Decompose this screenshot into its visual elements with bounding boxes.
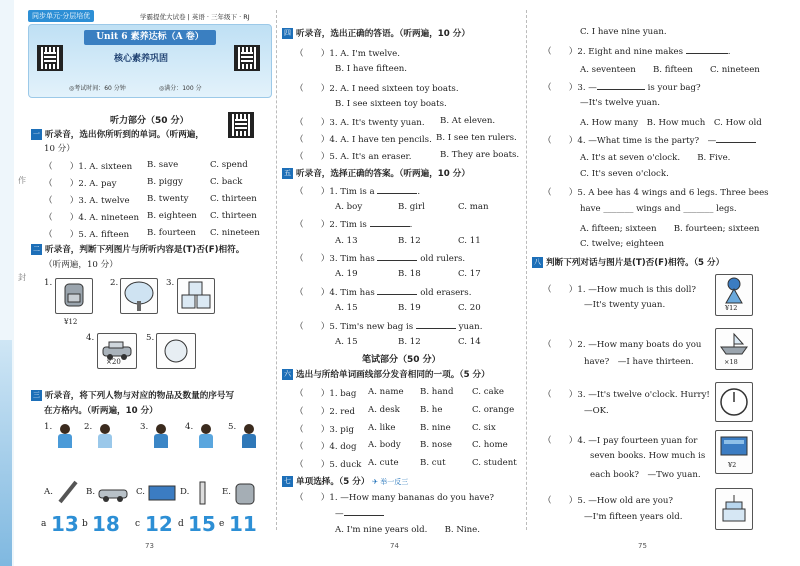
option-a: A. 19 — [335, 269, 358, 279]
page-edge — [0, 0, 14, 566]
reply-line: —OK. — [584, 406, 609, 416]
question-row: （ ）1. A. I'm twelve. — [295, 49, 400, 59]
listening-heading: 听力部分（50 分） — [110, 116, 189, 126]
money-icon — [157, 334, 195, 368]
tree-icon — [121, 279, 157, 313]
answer-blank[interactable] — [416, 320, 456, 329]
backpack-picture — [55, 278, 93, 314]
options-row: A. How many B. How much C. How old — [580, 118, 762, 128]
price-label: ¥12 — [64, 318, 78, 326]
option-a: A. desk — [368, 405, 400, 415]
handwritten-answer: 15 — [188, 512, 216, 536]
money-picture — [156, 333, 196, 369]
options-row: C. It's seven o'clock. — [580, 169, 669, 179]
qr-code-icon[interactable] — [234, 45, 260, 71]
option-c: C. six — [472, 423, 496, 433]
question-row: （ ）3. pig — [295, 425, 355, 435]
question-row: （ ）3. —It's twelve o'clock. Hurry! — [543, 390, 710, 400]
picture-label: 2. — [110, 278, 119, 288]
reply-line: have? —I have thirteen. — [584, 357, 694, 367]
section-4-heading: 四 听录音，选出正确的答语。（听两遍，10 分） — [284, 29, 470, 39]
option-b: B. They are boats. — [440, 150, 520, 160]
option-a: A. body — [368, 440, 401, 450]
answer-letter: a — [41, 519, 47, 529]
ruler-icon — [192, 480, 214, 506]
clock-picture — [715, 382, 753, 422]
option-c: C. 14 — [458, 337, 481, 347]
option-c: C. back — [210, 177, 243, 187]
option-a: A. boy — [335, 202, 363, 212]
answer-letter: b — [82, 519, 88, 529]
question-row-cont: have _______ wings and _______ legs. — [580, 204, 737, 214]
section-3-heading-cont: 在方格内。（听两遍，10 分） — [44, 406, 158, 416]
girl-figure — [95, 424, 115, 450]
book-icon — [716, 431, 752, 461]
option-b: B. 12 — [398, 236, 421, 246]
boxes-icon — [178, 279, 214, 313]
question-row: （ ）2. red — [295, 407, 356, 417]
answer-blank[interactable] — [377, 252, 417, 261]
section-1-heading-cont: 10 分） — [44, 144, 75, 154]
boy-figure — [55, 424, 75, 450]
option-b: B. fourteen — [147, 228, 196, 238]
question-row: （ ）2. Tim is . — [295, 220, 413, 230]
question-row: （ ）4. —I pay fourteen yuan for — [543, 436, 698, 446]
option-c: C. thirteen — [210, 211, 257, 221]
options-row: A. I'm nine years old. B. Nine. — [335, 525, 480, 535]
picture-label: 4. — [86, 333, 95, 343]
option-a: A. like — [368, 423, 396, 433]
column-divider-1 — [276, 10, 277, 530]
option-a: A. cute — [368, 458, 399, 468]
column-divider-2 — [526, 10, 527, 530]
reply-line: —It's twelve yuan. — [580, 98, 661, 108]
tree-picture — [120, 278, 158, 314]
picture-label: 1. — [44, 278, 53, 288]
option-b: B. hand — [420, 387, 454, 397]
handwritten-answer: 12 — [145, 512, 173, 536]
section-number: 四 — [284, 29, 291, 37]
pencil-icon — [56, 478, 80, 506]
question-row: （ ）5. A. fifteen — [44, 230, 130, 240]
option-c: C. spend — [210, 160, 248, 170]
edge-stripe — [0, 340, 12, 566]
question-row: （ ）1. Tim is a . — [295, 187, 421, 197]
section-6-heading: 六 选出与所给单词画线部分发音相同的一项。（5 分） — [284, 370, 490, 380]
boy-figure — [151, 424, 171, 450]
kid-label: 5. — [228, 422, 237, 432]
section-5-heading: 五 听录音，选择正确的答案。（听两遍，10 分） — [284, 169, 470, 179]
item-label: B. — [86, 487, 96, 497]
option-c: C. orange — [472, 405, 515, 415]
option-b: B. 12 — [398, 337, 421, 347]
question-row: （ ）3. A. It's twenty yuan. — [295, 118, 425, 128]
section-number: 二 — [33, 245, 40, 253]
option-a: A. 15 — [335, 337, 358, 347]
option-b: B. I see sixteen toy boats. — [335, 99, 447, 109]
answer-blank[interactable] — [377, 185, 417, 194]
option-b: B. nose — [420, 440, 452, 450]
option-c: C. man — [458, 202, 489, 212]
exam-score: ◎满分：100 分 — [159, 85, 202, 92]
item-label: D. — [180, 487, 190, 497]
question-row: （ ）4. Tim has old erasers. — [295, 288, 472, 298]
answer-blank[interactable] — [716, 134, 756, 143]
option-b: B. girl — [398, 202, 425, 212]
question-row-cont: seven books. How much is — [590, 451, 706, 461]
reply-line: —It's twenty yuan. — [584, 300, 666, 310]
backpack-icon — [56, 279, 92, 313]
options-row: C. twelve; eighteen — [580, 239, 664, 249]
count-label: ×18 — [724, 358, 738, 366]
picture-label: 3. — [166, 278, 175, 288]
option-c: C. I have nine yuan. — [580, 27, 667, 37]
option-c: C. 17 — [458, 269, 481, 279]
option-c: C. student — [472, 458, 517, 468]
margin-label-feng: 封 — [18, 273, 26, 282]
option-c: C. 20 — [458, 303, 481, 313]
option-b: B. 18 — [398, 269, 421, 279]
question-row: （ ）4. A. I have ten pencils. — [295, 135, 432, 145]
reply-line: each book? —Two yuan. — [590, 470, 701, 480]
option-b: B. piggy — [147, 177, 183, 187]
question-row: （ ）2. —How many boats do you — [543, 340, 702, 350]
section-number: 八 — [534, 258, 541, 266]
page-number: 75 — [638, 542, 647, 550]
answer-letter: e — [219, 519, 225, 529]
question-row: （ ）5. A. It's an eraser. — [295, 152, 412, 162]
picture-label: 5. — [146, 333, 155, 343]
toy-car-icon — [96, 482, 130, 504]
answer-letter: d — [178, 519, 184, 529]
series-label: 学霸提优大试卷 | 英语 · 三年级下 · RJ — [140, 13, 250, 21]
book-icon — [146, 482, 178, 504]
question-row: （ ）3. A. twelve — [44, 196, 130, 206]
option-a: A. 15 — [335, 303, 358, 313]
section-number: 五 — [284, 169, 291, 177]
question-row: （ ）2. Eight and nine makes . — [543, 47, 731, 57]
option-c: C. 11 — [458, 236, 481, 246]
question-row: （ ）1. —How much is this doll? — [543, 285, 696, 295]
boy-figure — [196, 424, 216, 450]
question-row: （ ）4. —What time is the party? — — [543, 134, 756, 146]
school-bag-icon — [232, 478, 258, 506]
answer-letter: c — [135, 519, 141, 529]
option-c: C. home — [472, 440, 508, 450]
section-number: 六 — [284, 370, 291, 378]
header-card — [28, 24, 272, 98]
options-row: A. It's at seven o'clock. B. Five. — [580, 153, 731, 163]
page-number: 74 — [390, 542, 399, 550]
option-b: B. he — [420, 405, 443, 415]
handwritten-answer: 13 — [51, 512, 79, 536]
question-row: （ ）5. Tim's new bag is yuan. — [295, 322, 483, 332]
reply-line: —I'm fifteen years old. — [584, 512, 683, 522]
item-label: C. — [136, 487, 146, 497]
option-b: B. cut — [420, 458, 446, 468]
item-label: A. — [44, 487, 53, 497]
option-b: B. I see ten rulers. — [436, 133, 517, 143]
boat-picture — [715, 328, 753, 370]
question-row: （ ）4. A. nineteen — [44, 213, 140, 223]
doll-picture — [715, 274, 753, 316]
answer-blank[interactable] — [370, 218, 410, 227]
item-label: E. — [222, 487, 232, 497]
option-a: A. 13 — [335, 236, 358, 246]
option-b: B. I have fifteen. — [335, 64, 408, 74]
kid-label: 1. — [44, 422, 53, 432]
section-2-heading-cont: （听两遍，10 分） — [44, 260, 118, 270]
question-row: （ ）2. A. pay — [44, 179, 117, 189]
header-tag: 同步单元·分层培优 — [28, 10, 94, 22]
option-b: B. 19 — [398, 303, 421, 313]
question-row: （ ）1. bag — [295, 389, 357, 399]
price-label: ¥2 — [728, 461, 737, 469]
option-c: C. nineteen — [210, 228, 260, 238]
answer-blank[interactable] — [597, 81, 645, 90]
answer-dash: — — [335, 507, 384, 519]
count-label: ×20 — [106, 358, 121, 366]
question-row: （ ）1. —How many bananas do you have? — [295, 493, 495, 503]
clock-icon — [716, 383, 752, 421]
question-row: （ ）5. —How old are you? — [543, 496, 674, 506]
handwritten-answer: 18 — [92, 512, 120, 536]
answer-blank[interactable] — [686, 45, 728, 54]
question-row: （ ）3. — is your bag? — [543, 83, 701, 93]
answer-blank[interactable] — [377, 286, 417, 295]
book-picture — [715, 430, 753, 474]
section-3-heading: 三 听录音，将下列人物与对应的物品及数量的序号写 — [33, 391, 235, 401]
kid-label: 2. — [84, 422, 93, 432]
question-row: （ ）3. Tim has old rulers. — [295, 254, 466, 264]
question-row: （ ）2. A. I need sixteen toy boats. — [295, 84, 459, 94]
option-b: B. nine — [420, 423, 451, 433]
kid-label: 3. — [140, 422, 149, 432]
question-row: （ ）5. duck — [295, 460, 362, 470]
section-1-heading: 一 听录音，选出你所听到的单词。（听两遍， — [33, 130, 204, 140]
option-c: C. cake — [472, 387, 504, 397]
options-row: A. fifteen; sixteen B. fourteen; sixteen — [580, 224, 760, 234]
option-b: B. At eleven. — [440, 116, 496, 126]
section-number: 三 — [33, 391, 40, 399]
doll-icon — [716, 275, 752, 305]
cake-picture — [715, 488, 753, 530]
cake-icon — [716, 489, 752, 529]
qr-code-icon[interactable] — [37, 45, 63, 71]
section-8-heading: 八 判断下列对话与图片是(T)否(F)相符。（5 分） — [534, 258, 725, 268]
option-b: B. eighteen — [147, 211, 197, 221]
section-number: 一 — [33, 130, 40, 138]
question-row: （ ）5. A bee has 4 wings and 6 legs. Three bees — [543, 188, 769, 198]
qr-code-icon[interactable] — [228, 112, 254, 138]
unit-title: Unit 6 素养达标（A 卷） — [84, 30, 216, 45]
handwritten-answer: 11 — [229, 512, 257, 536]
option-c: C. thirteen — [210, 194, 257, 204]
section-number: 七 — [284, 477, 291, 485]
answer-blank[interactable] — [344, 507, 384, 516]
price-label: ¥12 — [725, 304, 738, 312]
written-heading: 笔试部分（50 分） — [362, 355, 441, 365]
boat-icon — [716, 329, 752, 359]
unit-subtitle: 核心素养巩固 — [114, 54, 169, 64]
question-row: （ ）4. dog — [295, 442, 357, 452]
options-row: A. seventeen B. fifteen C. nineteen — [580, 65, 760, 75]
boxes-picture — [177, 278, 215, 314]
option-b: B. save — [147, 160, 179, 170]
option-a: A. name — [368, 387, 404, 397]
section-7-heading: 七 单项选择。（5 分） ✈ 举一反三 — [284, 477, 409, 487]
page-number: 73 — [145, 542, 154, 550]
option-b: B. twenty — [147, 194, 189, 204]
kid-label: 4. — [185, 422, 194, 432]
section-2-heading: 二 听录音，判断下列图片与所听内容是(T)否(F)相符。 — [33, 245, 245, 255]
margin-label-zuo: 作 — [18, 176, 26, 185]
boy-figure — [239, 424, 259, 450]
exam-time: ◎考试时间：60 分钟 — [69, 85, 126, 92]
question-row: （ ）1. A. sixteen — [44, 162, 133, 172]
